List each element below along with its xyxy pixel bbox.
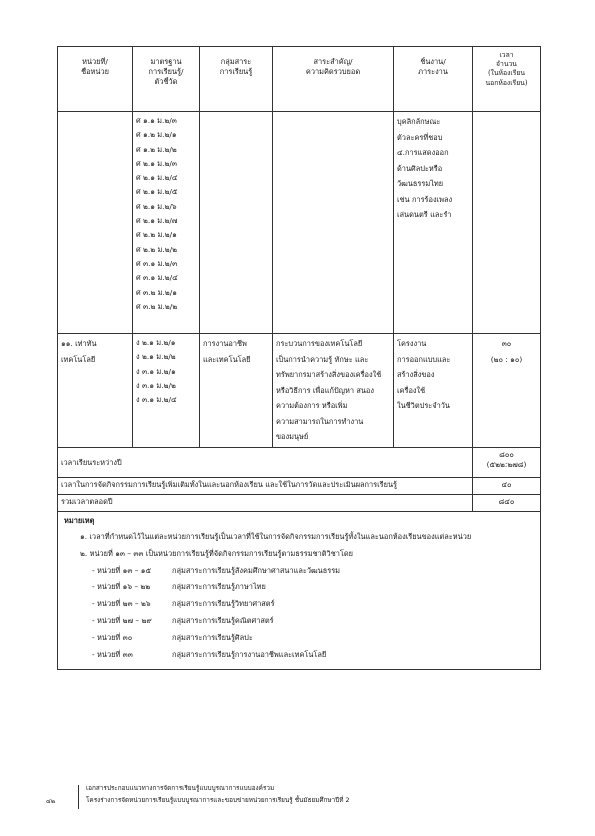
row2-time-cell: ๓๐ (๒๐ : ๑๐): [473, 334, 541, 448]
row2-task-cell: โครงงาน การออกแบบและ สร้างสิ่งของ เครื่องใช้ ในชีวิตประจำวัน: [394, 334, 473, 448]
footer-line-1: เอกสารประกอบแนวทางการจัดการเรียนรู้แบบบูรณาการแบบองค์รวม: [86, 784, 275, 792]
notes-cell: [58, 512, 541, 670]
notes-title: หมายเหตุ: [64, 516, 95, 525]
row2-indicators-cell: ง ๒.๑ ม.๒/๑ ง ๒.๑ ม.๒/๒ ง ๓.๑ ม.๒/๑ ง ๓.๑ ม.๒/๒ ง ๓.๑ ม.๒/๔: [133, 334, 200, 448]
note-sub-item: - หน่วยที่ ๑๓ – ๑๕ กลุ่มสาระการเรียนรู้สังคมศึกษาศาสนาและวัฒนธรรม: [92, 565, 341, 575]
summary-row-extra: [58, 478, 541, 495]
header-unit: หน่วยที่/ ชื่อหน่วย: [58, 47, 133, 112]
header-time: เวลา จำนวน (ในห้องเรียน นอกห้องเรียน): [473, 47, 541, 112]
page-number: ๔๒: [46, 797, 56, 805]
summary-value: ๔๐: [473, 478, 541, 495]
header-task: ชิ้นงาน/ ภาระงาน: [394, 47, 473, 112]
curriculum-table: [57, 46, 541, 670]
row1-task-cell: บุคลิกลักษณะ ตัวละครที่ชอบ ๔.การแสดงออก ด้านศิลปะหรือ วัฒนธรรมไทย เช่น การร้องเพลง เล่นดนตรี และรำ: [394, 112, 473, 334]
row2-unit-cell: ๑๑. เท่าทัน เทคโนโลยี: [58, 334, 133, 448]
table-row: [58, 112, 541, 334]
note-item: ๒. หน่วยที่ ๑๓ – ๓๓ เป็นหน่วยการเรียนรู้ที่จัดกิจกรรมการเรียนรู้ตามธรรมชาติวิชาโดย: [80, 548, 353, 558]
header-group: กลุ่มสาระ การเรียนรู้: [200, 47, 273, 112]
note-sub-item: - หน่วยที่ ๑๖ – ๒๒ กลุ่มสาระการเรียนรู้ภาษาไทย: [92, 582, 266, 592]
row1-unit-cell: [58, 112, 133, 334]
table-header-row: [58, 47, 541, 112]
summary-value: ๘๐๐ (๕๒๒:๒๗๘): [473, 448, 541, 478]
summary-label: เวลาเรียนระหว่างปี: [58, 448, 473, 478]
row1-time-cell: [473, 112, 541, 334]
footer-line-2: โครงร่างการจัดหน่วยการเรียนรู้แบบบูรณาการและขอบข่ายหน่วยการเรียนรู้ ชั้นมัธยมศึกษาปีที่ 2: [86, 796, 350, 804]
note-item: ๑. เวลาที่กำหนดไว้ในแต่ละหน่วยการเรียนรู้เป็นเวลาที่ใช้ในการจัดกิจกรรมการเรียนรู้ทั้งในและนอกห้องเรียนของแต่ละหน่วย: [80, 531, 472, 541]
row1-group-cell: [200, 112, 273, 334]
notes-row: [58, 512, 541, 670]
summary-value: ๘๔๐: [473, 495, 541, 512]
row2-content-cell: กระบวนการของเทคโนโลยี เป็นการนำความรู้ ทักษะ และ ทรัพยากรมาสร้างสิ่งของเครื่องใช้ หรือวิธีการ เพื่อแก้ปัญหา สนอง ความต้องการ หรือเพิ่ม ความสามารถในการทำงาน ของมนุษย์: [273, 334, 394, 448]
summary-row-total: [58, 495, 541, 512]
header-content: สาระสำคัญ/ ความคิดรวบยอด: [273, 47, 394, 112]
footer-divider: [78, 785, 79, 809]
header-standard: มาตรฐาน การเรียนรู้/ ตัวชี้วัด: [133, 47, 200, 112]
note-sub-item: - หน่วยที่ ๒๓ – ๒๖ กลุ่มสาระการเรียนรู้วิทยาศาสตร์: [92, 599, 275, 609]
summary-label: รวมเวลาตลอดปี: [58, 495, 473, 512]
note-sub-item: - หน่วยที่ ๓๓ กลุ่มสาระการเรียนรู้การงานอาชีพและเทคโนโลยี: [92, 649, 327, 659]
row1-indicators-cell: ศ ๑.๑ ม.๒/๓ ศ ๑.๒ ม.๒/๑ ศ ๑.๒ ม.๒/๒ ศ ๒.๑ ม.๒/๓ ศ ๒.๑ ม.๒/๔ ศ ๒.๑ ม.๒/๕ ศ ๒.๑ ม.๒/๖ ศ ๒.๑ ม.๒/๗ ศ ๒.๒ ม.๒/๑ ศ ๒.๒ ม.๒/๒ ศ ๓.๑ ม.๒/๓ ศ ๓.๑ ม.๒/๔ ศ ๓.๒ ม.๒/๑ ศ ๓.๒ ม.๒/๒: [133, 112, 200, 334]
note-sub-item: - หน่วยที่ ๓๐ กลุ่มสาระการเรียนรู้ศิลปะ: [92, 632, 253, 642]
summary-row-annual: [58, 448, 541, 478]
row1-content-cell: [273, 112, 394, 334]
summary-label: เวลาในการจัดกิจกรรมการเรียนรู้เพิ่มเติมทั้งในและนอกห้องเรียน และใช้ในการวัดและประเมินผลการเรียนรู้: [58, 478, 473, 495]
row2-group-cell: การงานอาชีพ และเทคโนโลยี: [200, 334, 273, 448]
table-row: [58, 334, 541, 448]
note-sub-item: - หน่วยที่ ๒๗ – ๒๙ กลุ่มสาระการเรียนรู้คณิตศาสตร์: [92, 615, 274, 625]
